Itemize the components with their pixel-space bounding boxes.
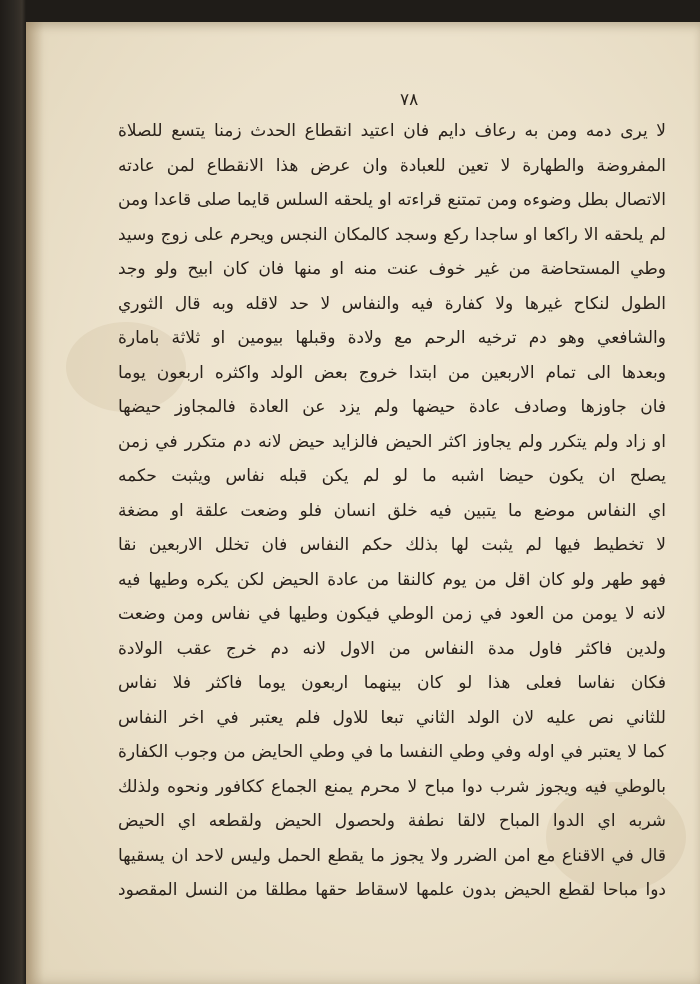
text-line: دوا مباحا لقطع الحيض بدون علمها لاسقاط حقها مطلقا من النسل المقصود xyxy=(118,880,666,900)
text-line: لا يرى دمه ومن به رعاف دايم فان اعتيد انقطاع الحدث زمنا يتسع للصلاة xyxy=(118,121,666,141)
text-line: فكان نفاسا فعلى هذا لو كان بينهما اربعون يوما فاكثر فلا نفاس xyxy=(118,673,666,693)
manuscript-text-block xyxy=(118,114,666,908)
folio-number: ٧٨ xyxy=(400,90,419,110)
text-line: قال في الاقناع مع امن الضرر ولا يجوز ما يقطع الحمل وليس لاحد ان يسقيها xyxy=(118,845,666,866)
text-line: المفروضة والطهارة لا تعين للعبادة وان عرض هذا الانقطاع لمن عادته xyxy=(118,155,666,176)
text-line: لانه لا يومن من العود في زمن الوطي فيكون وطيها في نفاس ومن وضعت xyxy=(118,604,666,624)
text-line: الطول لنكاح غيرها ولا كفارة فيه والنفاس لا حد لاقله وبه قال الثوري xyxy=(118,293,666,314)
text-line: لم يلحقه الا راكعا او ساجدا ركع وسجد كالمكان النجس ويحرم على زوج وسيد xyxy=(118,224,666,245)
text-line: يصلح ان يكون حيضا اشبه ما لو لم يكن قبله نفاس ويثبت حكمه xyxy=(118,466,666,486)
text-line: الاتصال بطل وضوءه ومن تمتنع قراءته او يلحقه السلس قايما صلى قاعدا ومن xyxy=(118,190,666,210)
text-line: فان جاوزها وصادف عادة حيضها ولم يزد عن العادة فالمجاوز حيضها xyxy=(118,397,666,417)
text-line: وبعدها الى تمام الاربعين من ابتدا خروج بعض الولد واكثره اربعون يوما xyxy=(118,362,666,383)
text-line: كما لا يعتبر في اوله وفي وطي النفسا ما في وطي الحايض من وجوب الكفارة xyxy=(118,742,666,762)
text-line: فهو طهر ولو كان اقل من يوم كالنقا من عادة الحيض لكن يكره وطيها فيه xyxy=(118,569,666,590)
text-line: للثاني نص عليه لان الولد الثاني تبعا للاول فلم يعتبر في اخر النفاس xyxy=(118,707,666,728)
text-line: شربه اي الدوا المباح لالقا نطفة ولحصول الحيض ولقطعه اي الحيض xyxy=(118,811,666,831)
text-line: لا تخطيط فيها لم يثبت لها بذلك حكم النفاس فان تخلل الاربعين نقا xyxy=(118,535,666,555)
text-line: او زاد ولم يتكرر ولم يجاوز اكثر الحيض فالزايد حيض لانه دم متكرر في زمن xyxy=(118,431,666,452)
text-line: وطي المستحاضة من غير خوف عنت منه او منها فان كان ابيح ولو وجد xyxy=(118,259,666,279)
manuscript-page xyxy=(26,22,700,984)
text-line: بالوطي فيه ويجوز شرب دوا مباح لا محرم يمنع الجماع ككافور ونحوه ولذلك xyxy=(118,776,666,797)
text-line: والشافعي وهو دم ترخيه الرحم مع ولادة وقبلها بيومين او ثلاثة بامارة xyxy=(118,328,666,348)
text-line: اي النفاس موضع ما يتبين فيه خلق انسان فلو وضعت علقة او مضغة xyxy=(118,500,666,521)
page-gutter-shadow xyxy=(26,22,44,984)
text-line: ولدين فاكثر فاول مدة النفاس من الاول لانه دم خرج عقب الولادة xyxy=(118,638,666,659)
